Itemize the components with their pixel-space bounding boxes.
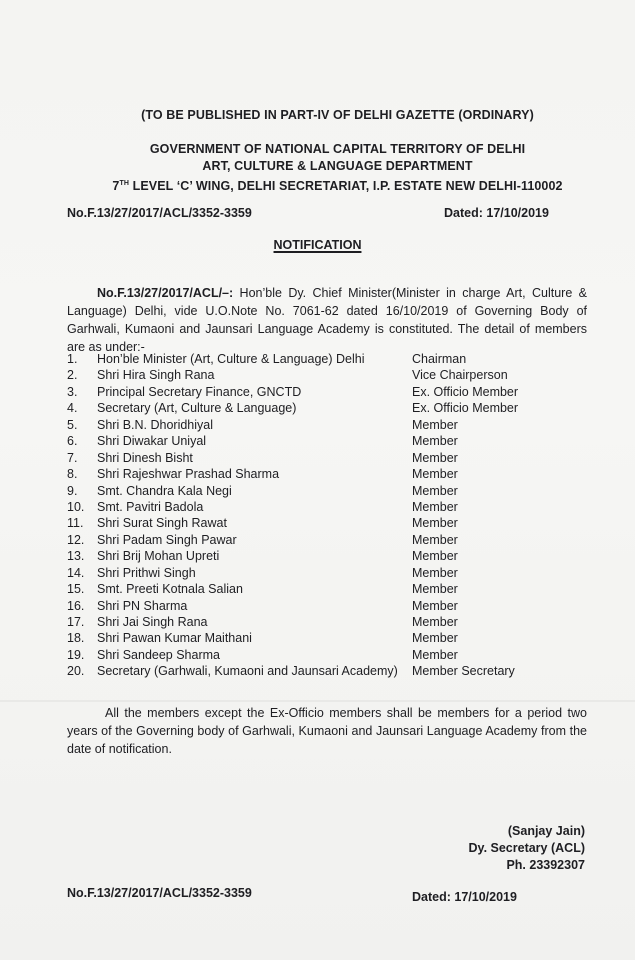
member-name: Principal Secretary Finance, GNCTD — [97, 384, 302, 399]
member-name: Hon’ble Minister (Art, Culture & Language) Delhi — [97, 352, 365, 366]
member-number: 1. — [67, 352, 78, 366]
member-role: Member — [412, 483, 458, 498]
member-name: Shri Sandeep Sharma — [97, 647, 220, 662]
member-row — [67, 566, 597, 582]
member-row — [67, 467, 597, 483]
government-name: GOVERNMENT OF NATIONAL CAPITAL TERRITORY OF DELHI — [149, 142, 526, 156]
member-role: Member — [412, 598, 458, 613]
member-role: Member — [412, 631, 458, 646]
closing-paragraph: All the members except the Ex-Officio members shall be members for a period two years of the Governing body of Garhwali, Kumaoni and Jaunsari Language Academy from the date of notification. — [67, 706, 587, 756]
member-row — [67, 451, 597, 467]
member-number: 13. — [67, 549, 85, 564]
member-number: 20. — [67, 664, 85, 679]
reference-number: No.F.13/27/2017/ACL/3352-3359 — [67, 206, 252, 220]
member-role: Member — [412, 499, 458, 514]
member-number: 11. — [67, 516, 84, 531]
member-number: 4. — [67, 401, 78, 416]
member-role: Member — [412, 450, 458, 465]
department-address — [40, 175, 635, 195]
member-number: 2. — [67, 368, 78, 383]
member-role: Member — [412, 549, 458, 564]
member-row — [67, 664, 597, 680]
member-name: Shri Pawan Kumar Maithani — [97, 631, 252, 646]
member-number: 18. — [67, 631, 85, 646]
member-row — [67, 648, 597, 664]
member-number: 15. — [67, 582, 85, 597]
member-role: Member — [412, 532, 458, 547]
member-name: Shri Brij Mohan Upreti — [97, 549, 220, 564]
member-number: 7. — [67, 450, 78, 465]
member-name: Shri Surat Singh Rawat — [97, 516, 227, 531]
member-row — [67, 418, 597, 434]
member-row — [67, 401, 597, 417]
member-row — [67, 582, 597, 598]
intro-text: Hon’ble Dy. Chief Minister(Minister in charge Art, Culture & Language) Delhi, vide U.O.Note No. 7061-62 dated 16/10/2019 of Governing Body of Garhwali, Kumaoni and Jaunsari Language Academy is constituted. The detail of members are as under:- — [67, 286, 587, 354]
member-name: Secretary (Art, Culture & Language) — [97, 401, 297, 416]
member-name: Secretary (Garhwali, Kumaoni and Jaunsari Academy) — [97, 664, 398, 679]
member-number: 3. — [67, 384, 78, 399]
member-row — [67, 631, 597, 647]
member-role: Member — [412, 565, 458, 580]
member-role: Member Secretary — [412, 664, 515, 679]
member-name: Smt. Pavitri Badola — [97, 499, 204, 514]
footer-reference-number: No.F.13/27/2017/ACL/3352-3359 — [67, 886, 252, 900]
member-number: 14. — [67, 565, 85, 580]
member-role: Member — [412, 417, 458, 432]
member-name: Shri Prithwi Singh — [97, 565, 196, 580]
member-row — [67, 599, 597, 615]
member-role: Member — [412, 647, 458, 662]
member-number: 10. — [67, 499, 85, 514]
member-name: Shri Rajeshwar Prashad Sharma — [97, 467, 280, 482]
signatory-name: (Sanjay Jain) — [507, 824, 585, 838]
member-row — [67, 533, 597, 549]
reference-date: Dated: 17/10/2019 — [444, 206, 549, 220]
department-header — [40, 141, 635, 195]
member-number: 9. — [67, 483, 78, 498]
member-role: Vice Chairperson — [412, 368, 508, 383]
address-floor: 7 — [112, 179, 120, 194]
member-role: Member — [412, 467, 458, 482]
member-name: Shri Hira Singh Rana — [97, 368, 215, 383]
member-role: Chairman — [412, 352, 467, 366]
member-row — [67, 434, 597, 450]
member-role: Member — [412, 434, 458, 449]
member-name: Smt. Preeti Kotnala Salian — [97, 582, 243, 597]
notification-title — [0, 238, 635, 252]
member-role: Member — [412, 582, 458, 597]
address-rest: LEVEL ‘C’ WING, DELHI SECRETARIAT, I.P. ESTATE NEW DELHI-110002 — [129, 179, 563, 194]
intro-reference: No.F.13/27/2017/ACL/–: — [97, 286, 234, 300]
member-role: Member — [412, 615, 458, 629]
member-name: Shri Padam Singh Pawar — [97, 532, 237, 547]
member-row — [67, 385, 597, 401]
member-name: Shri PN Sharma — [97, 598, 188, 613]
address-floor-suffix: TH — [119, 180, 130, 187]
member-number: 5. — [67, 417, 78, 432]
member-row — [67, 549, 597, 565]
signature-block — [469, 823, 585, 874]
member-number: 16. — [67, 598, 85, 613]
member-name: Shri Jai Singh Rana — [97, 615, 208, 629]
member-row — [67, 500, 597, 516]
member-name: Shri Diwakar Uniyal — [97, 434, 207, 449]
notification-title-text: NOTIFICATION — [273, 238, 362, 252]
member-number: 17. — [67, 615, 85, 629]
member-number: 12. — [67, 532, 85, 547]
member-role: Ex. Officio Member — [412, 401, 519, 416]
signatory-phone: Ph. 23392307 — [506, 858, 585, 872]
intro-paragraph — [67, 284, 587, 356]
member-row — [67, 615, 597, 631]
member-row — [67, 484, 597, 500]
paper-fold — [0, 700, 635, 702]
member-role: Member — [412, 516, 458, 531]
member-number: 8. — [67, 467, 78, 482]
department-name: ART, CULTURE & LANGUAGE DEPARTMENT — [202, 159, 473, 173]
member-name: Shri Dinesh Bisht — [97, 450, 193, 465]
signatory-designation: Dy. Secretary (ACL) — [468, 841, 585, 855]
member-number: 6. — [67, 434, 78, 449]
member-role: Ex. Officio Member — [412, 384, 519, 399]
member-list — [67, 352, 597, 681]
member-row — [67, 368, 597, 384]
member-number: 19. — [67, 647, 85, 662]
member-row — [67, 352, 597, 368]
member-row — [67, 516, 597, 532]
gazette-line: (TO BE PUBLISHED IN PART-IV OF DELHI GAZETTE (ORDINARY) — [141, 108, 534, 122]
member-name: Smt. Chandra Kala Negi — [97, 483, 232, 498]
footer-date: Dated: 17/10/2019 — [412, 890, 517, 904]
member-name: Shri B.N. Dhoridhiyal — [97, 417, 214, 432]
